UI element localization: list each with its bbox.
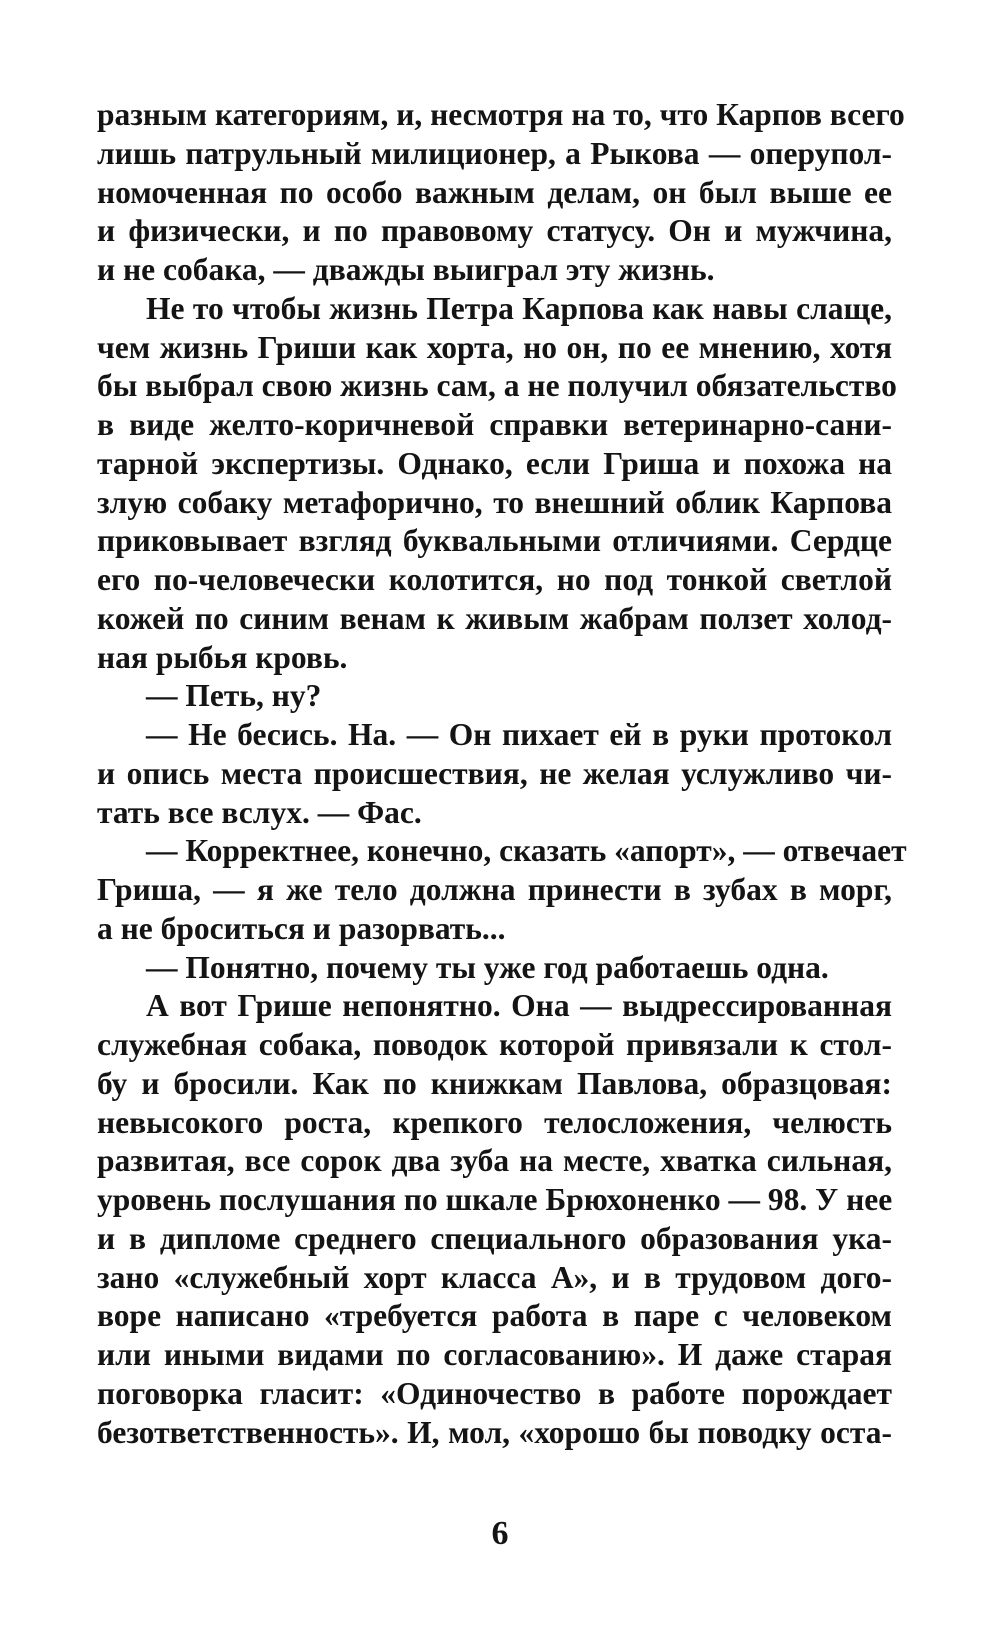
text-line: бы выбрал свою жизнь сам, а не получил обязательство xyxy=(97,368,897,404)
text-line: и в дипломе среднего специального образования ука- xyxy=(97,1220,892,1256)
text-line: и не собака, — дважды выиграл эту жизнь. xyxy=(97,252,715,287)
text-line: приковывает взгляд буквальными отличиями. Сердце xyxy=(97,523,892,559)
page-number: 6 xyxy=(491,1515,509,1552)
text-line: Гриша, — я же тело должна принести в зубах в морг, xyxy=(97,872,892,907)
text-line: уровень послушания по шкале Брюхоненко — 98. У нее xyxy=(97,1182,893,1217)
text-line: разным категориям, и, несмотря на то, что Карпов всего xyxy=(97,97,905,132)
text-line: тать все вслух. — Фас. xyxy=(97,794,422,830)
text-line: служебная собака, поводок которой привязали к стол- xyxy=(97,1027,892,1062)
text-line: — Понятно, почему ты уже год работаешь одна. xyxy=(146,949,829,985)
text-line: невысокого роста, крепкого телосложения, челюсть xyxy=(97,1104,892,1140)
text-line: воре написано «требуется работа в паре с человеком xyxy=(97,1298,892,1334)
text-line: безответственность». И, мол, «хорошо бы поводку оста- xyxy=(97,1414,892,1450)
paragraph xyxy=(97,832,907,948)
text-line: лишь патрульный милиционер, а Рыкова — оперупол- xyxy=(97,135,892,171)
text-line: — Не бесись. На. — Он пихает ей в руки протокол xyxy=(146,717,892,752)
text-line: поговорка гласит: «Одиночество в работе порождает xyxy=(97,1375,892,1411)
text-line: злую собаку метафорично, то внешний облик Карпова xyxy=(97,484,892,520)
paragraph xyxy=(97,716,892,832)
text-line: кожей по синим венам к живым жабрам ползет холод- xyxy=(97,600,892,636)
text-line: — Петь, ну? xyxy=(146,678,322,714)
text-line: чем жизнь Гриши как хорта, но он, по ее мнению, хотя xyxy=(97,329,892,365)
text-line: бу и бросили. Как по книжкам Павлова, образцовая: xyxy=(97,1065,892,1101)
paragraph xyxy=(97,677,892,716)
text-line: — Корректнее, конечно, сказать «апорт», — отвечает xyxy=(146,833,907,869)
page-body xyxy=(97,96,907,1452)
text-line: Не то чтобы жизнь Петра Карпова как навы слаще, xyxy=(146,290,892,326)
paragraph xyxy=(97,949,892,988)
text-line: А вот Грише непонятно. Она — выдрессированная xyxy=(146,988,892,1024)
paragraph xyxy=(97,96,905,290)
text-line: и физически, и по правовому статусу. Он и мужчина, xyxy=(97,213,892,249)
text-line: тарной экспертизы. Однако, если Гриша и похожа на xyxy=(97,445,892,481)
text-line: зано «служебный хорт класса А», и в трудовом дого- xyxy=(97,1259,892,1295)
text-line: а не броситься и разорвать... xyxy=(97,910,506,946)
text-line: его по-человечески колотится, но под тонкой светлой xyxy=(97,562,892,597)
text-line: в виде желто-коричневой справки ветеринарно-сани- xyxy=(97,407,892,442)
text-line: ная рыбья кровь. xyxy=(97,639,348,675)
paragraph xyxy=(97,290,897,678)
text-line: развитая, все сорок два зуба на месте, хватка сильная, xyxy=(97,1143,892,1179)
text-line: и опись места происшествия, не желая услужливо чи- xyxy=(97,755,892,791)
text-line: номоченная по особо важным делам, он был выше ее xyxy=(97,174,892,210)
paragraph xyxy=(97,987,892,1452)
text-line: или иными видами по согласованию». И даже старая xyxy=(97,1337,892,1372)
